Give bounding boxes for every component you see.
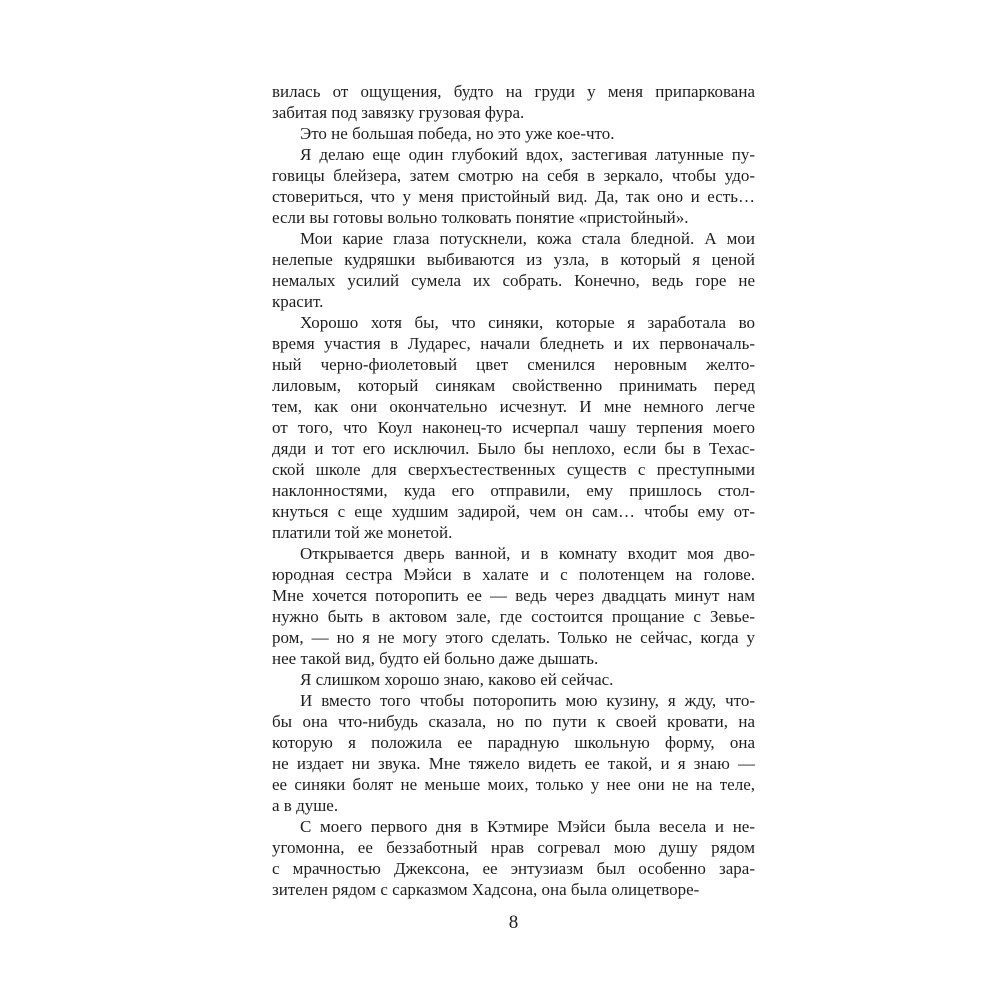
paragraph — [272, 144, 755, 228]
paragraph — [272, 312, 755, 543]
text-line: нее такой вид, будто ей больно даже дышать. — [272, 649, 599, 668]
text-line: не издает ни звука. Мне тяжело видеть ее такой, и я знаю — — [272, 754, 755, 773]
paragraph — [272, 816, 755, 900]
paragraph — [272, 669, 755, 690]
text-line: Я слишком хорошо знаю, каково ей сейчас. — [300, 670, 614, 689]
text-line: наклонностями, куда его отправили, ему пришлось стол- — [272, 481, 755, 500]
text-line: нелепые кудряшки выбиваются из узла, в который я ценой — [272, 250, 755, 269]
paragraph — [272, 123, 755, 144]
text-line: Я делаю еще один глубокий вдох, застегивая латунные пу- — [300, 145, 755, 164]
text-line: нужно быть в актовом зале, где состоится прощание с Зевье- — [272, 607, 755, 626]
text-line: Это не большая победа, но это уже кое-что. — [300, 124, 615, 143]
text-line: с мрачностью Джексона, ее энтузиазм был особенно зара- — [272, 859, 755, 878]
text-line: Открывается дверь ванной, и в комнату входит моя дво- — [300, 544, 755, 563]
text-line: ный черно-фиолетовый цвет сменился неровным желто- — [272, 355, 755, 374]
paragraph — [272, 690, 755, 816]
text-line: ром, — но я не могу этого сделать. Только не сейчас, когда у — [272, 628, 755, 647]
page-number: 8 — [508, 912, 519, 933]
paragraph — [272, 228, 755, 312]
text-line: лиловым, который синякам свойственно принимать перед — [272, 376, 755, 395]
text-line: юродная сестра Мэйси в халате и с полотенцем на голове. — [272, 565, 755, 584]
paragraph — [272, 543, 755, 669]
text-line: И вместо того чтобы поторопить мою кузину, я жду, что- — [300, 691, 755, 710]
text-line: вилась от ощущения, будто на груди у меня припаркована — [272, 82, 755, 101]
text-line: говицы блейзера, затем смотрю на себя в зеркало, чтобы удо- — [272, 166, 755, 185]
text-line: угомонна, ее беззаботный нрав согревал мою душу рядом — [272, 838, 755, 857]
text-line: дяди и тот его исключил. Было бы неплохо, если бы в Техас- — [272, 439, 755, 458]
text-line: если вы готовы вольно толковать понятие «пристойный». — [272, 208, 689, 227]
text-line: тем, как они окончательно исчезнут. И мне немного легче — [272, 397, 755, 416]
text-line: а в душе. — [272, 796, 339, 815]
text-line: зителен рядом с сарказмом Хадсона, она была олицетворе- — [272, 880, 700, 899]
text-line: забитая под завязку грузовая фура. — [272, 103, 525, 122]
text-line: Мне хочется поторопить ее — ведь через двадцать минут нам — [272, 586, 755, 605]
text-line: ской школе для сверхъестественных существ с преступными — [272, 460, 755, 479]
text-line: время участия в Лударес, начали бледнеть и их первоначаль- — [272, 334, 755, 353]
text-line: платили той же монетой. — [272, 523, 453, 542]
text-line: бы она что-нибудь сказала, но по пути к своей кровати, на — [272, 712, 755, 731]
text-line: Хорошо хотя бы, что синяки, которые я заработала во — [300, 313, 755, 332]
text-line: которую я положила ее парадную школьную форму, она — [272, 733, 755, 752]
text-block — [272, 81, 755, 900]
text-line: кнуться с еще худшим задирой, чем он сам… чтобы ему от- — [272, 502, 755, 521]
text-line: стовериться, что у меня пристойный вид. Да, так оно и есть… — [272, 187, 755, 206]
paragraph — [272, 81, 755, 123]
text-line: ее синяки болят не меньше моих, только у нее они не на теле, — [272, 775, 755, 794]
text-line: от того, что Коул наконец-то исчерпал чашу терпения моего — [272, 418, 755, 437]
text-line: немалых усилий сумела их собрать. Конечно, ведь горе не — [272, 271, 755, 290]
text-line: красит. — [272, 292, 324, 311]
text-line: С моего первого дня в Кэтмире Мэйси была весела и не- — [300, 817, 755, 836]
text-line: Мои карие глаза потускнели, кожа стала бледной. А мои — [300, 229, 755, 248]
